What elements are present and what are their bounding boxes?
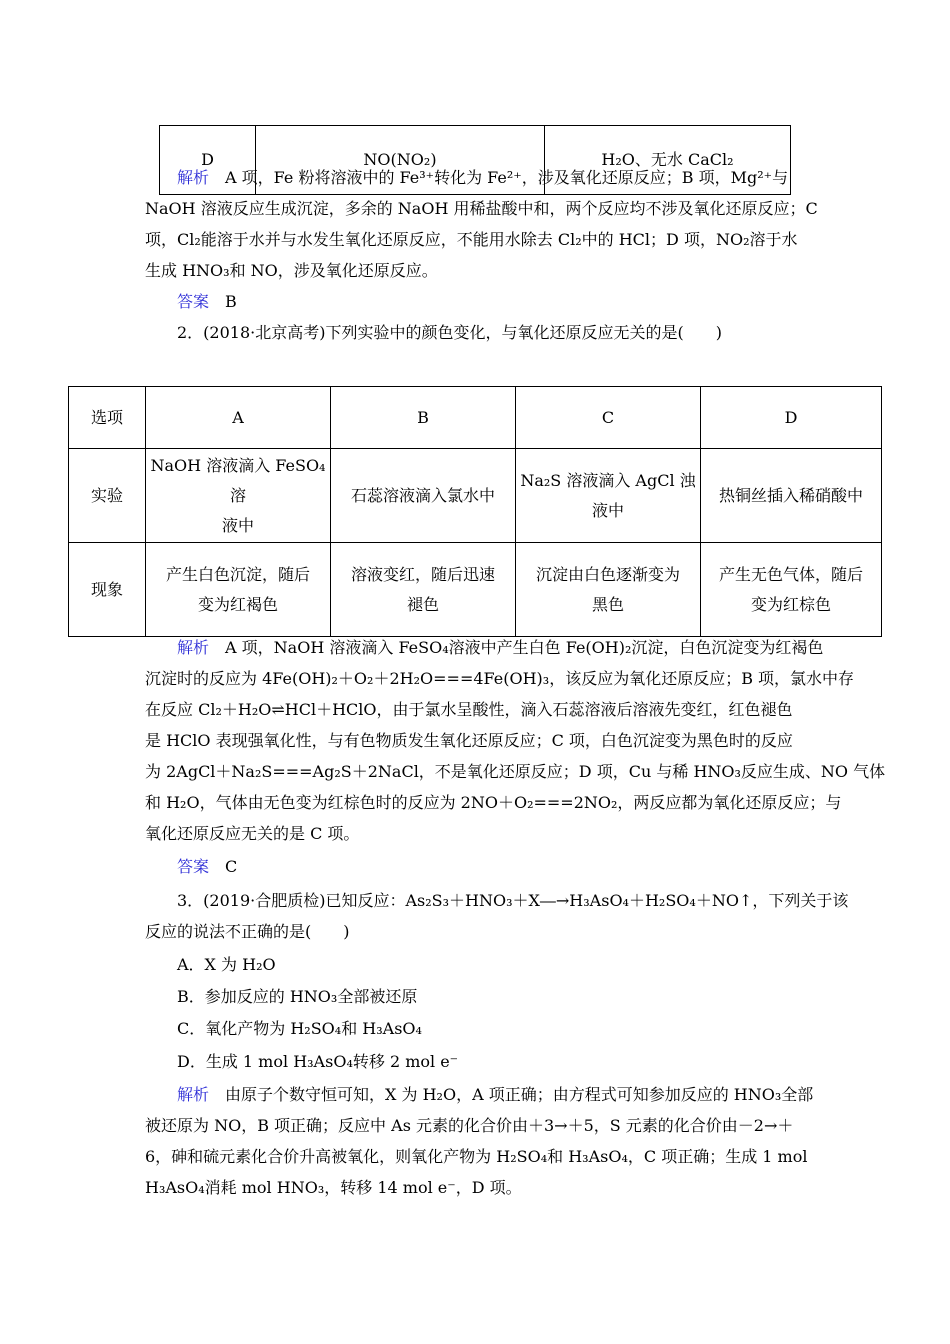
analysis-1-line-1 — [177, 168, 788, 188]
experiment-cell: 热铜丝插入稀硝酸中 — [701, 449, 882, 543]
table-header-cell: A — [146, 387, 331, 449]
analysis-2-line-3: 在反应 Cl₂＋H₂O⇌HCl＋HClO，由于氯水呈酸性，滴入石蕊溶液后溶液先变红，红色褪色 — [145, 700, 793, 719]
option-d: D．生成 1 mol H₃AsO₄转移 2 mol e⁻ — [177, 1052, 459, 1071]
row-label-phenomenon: 现象 — [69, 543, 146, 637]
analysis-3-line-4: H₃AsO₄消耗 mol HNO₃，转移 14 mol e⁻，D 项。 — [145, 1178, 522, 1197]
analysis-text: 由原子个数守恒可知，X 为 H₂O，A 项正确；由方程式可知参加反应的 HNO₃全部 — [225, 1085, 814, 1104]
experiment-cell: 石蕊溶液滴入氯水中 — [331, 449, 516, 543]
top-cell-reagent: H₂O、无水 CaCl₂ — [545, 126, 791, 195]
analysis-label: 解析 — [177, 638, 210, 657]
answer-value: B — [225, 292, 237, 311]
option-c: C．氧化产物为 H₂SO₄和 H₃AsO₄ — [177, 1019, 422, 1038]
question-2-table — [68, 386, 882, 637]
analysis-2-line-7: 氧化还原反应无关的是 C 项。 — [145, 824, 360, 843]
analysis-1-line-2: NaOH 溶液反应生成沉淀，多余的 NaOH 用稀盐酸中和，两个反应均不涉及氧化还原反应；C — [145, 199, 818, 218]
table-header-cell: D — [701, 387, 882, 449]
analysis-1-line-4: 生成 HNO₃和 NO，涉及氧化还原反应。 — [145, 261, 438, 280]
answer-label: 答案 — [177, 857, 210, 876]
analysis-2-line-4: 是 HClO 表现强氧化性，与有色物质发生氧化还原反应；C 项，白色沉淀变为黑色时的反应 — [145, 731, 793, 750]
experiment-cell: NaOH 溶液滴入 FeSO₄溶 液中 — [146, 449, 331, 543]
analysis-3-line-2: 被还原为 NO，B 项正确；反应中 As 元素的化合价由＋3→＋5，S 元素的化合价由－2→＋ — [145, 1116, 794, 1135]
analysis-1-line-3: 项，Cl₂能溶于水并与水发生氧化还原反应，不能用水除去 Cl₂中的 HCl；D 项，NO₂溶于水 — [145, 230, 798, 249]
analysis-text: A 项，Fe 粉将溶液中的 Fe³⁺转化为 Fe²⁺，涉及氧化还原反应；B 项，Mg²⁺与 — [225, 168, 789, 187]
top-cell-gas: NO(NO₂) — [256, 126, 545, 195]
question-3-line-2: 反应的说法不正确的是( ) — [145, 922, 350, 941]
table-header-cell: C — [516, 387, 701, 449]
analysis-2-line-1 — [177, 638, 823, 658]
answer-1 — [177, 292, 237, 312]
table-header-cell: B — [331, 387, 516, 449]
phenomenon-cell: 产生白色沉淀，随后 变为红褐色 — [146, 543, 331, 637]
option-b: B．参加反应的 HNO₃全部被还原 — [177, 987, 418, 1006]
analysis-label: 解析 — [177, 1085, 210, 1104]
option-a: A．X 为 H₂O — [177, 955, 276, 974]
analysis-2-line-6: 和 H₂O，气体由无色变为红棕色时的反应为 2NO＋O₂===2NO₂，两反应都为氧化还原反应；与 — [145, 793, 842, 812]
phenomenon-cell: 产生无色气体，随后 变为红棕色 — [701, 543, 882, 637]
table-header-cell: 选项 — [69, 387, 146, 449]
answer-2 — [177, 857, 237, 877]
answer-value: C — [225, 857, 238, 876]
analysis-text: A 项，NaOH 溶液滴入 FeSO₄溶液中产生白色 Fe(OH)₂沉淀，白色沉淀变为红褐色 — [225, 638, 824, 657]
analysis-3-line-3: 6，砷和硫元素化合价升高被氧化，则氧化产物为 H₂SO₄和 H₃AsO₄，C 项正确；生成 1 mol — [145, 1147, 808, 1166]
question-2-stem: 2．(2018·北京高考)下列实验中的颜色变化，与氧化还原反应无关的是( ) — [177, 323, 722, 342]
top-cell-option: D — [160, 126, 256, 195]
analysis-2-line-2: 沉淀时的反应为 4Fe(OH)₂＋O₂＋2H₂O===4Fe(OH)₃，该反应为氧化还原反应；B 项，氯水中存 — [145, 669, 855, 688]
row-label-experiment: 实验 — [69, 449, 146, 543]
analysis-3-line-1 — [177, 1085, 813, 1105]
experiment-cell: Na₂S 溶液滴入 AgCl 浊 液中 — [516, 449, 701, 543]
phenomenon-cell: 溶液变红，随后迅速 褪色 — [331, 543, 516, 637]
analysis-label: 解析 — [177, 168, 210, 187]
phenomenon-cell: 沉淀由白色逐渐变为 黑色 — [516, 543, 701, 637]
analysis-2-line-5: 为 2AgCl＋Na₂S===Ag₂S＋2NaCl，不是氧化还原反应；D 项，Cu 与稀 HNO₃反应生成、NO 气体 — [145, 762, 886, 781]
question-3-line-1: 3．(2019·合肥质检)已知反应：As₂S₃＋HNO₃＋X―→H₃AsO₄＋H₂SO₄＋NO↑，下列关于该 — [177, 891, 849, 910]
answer-label: 答案 — [177, 292, 210, 311]
